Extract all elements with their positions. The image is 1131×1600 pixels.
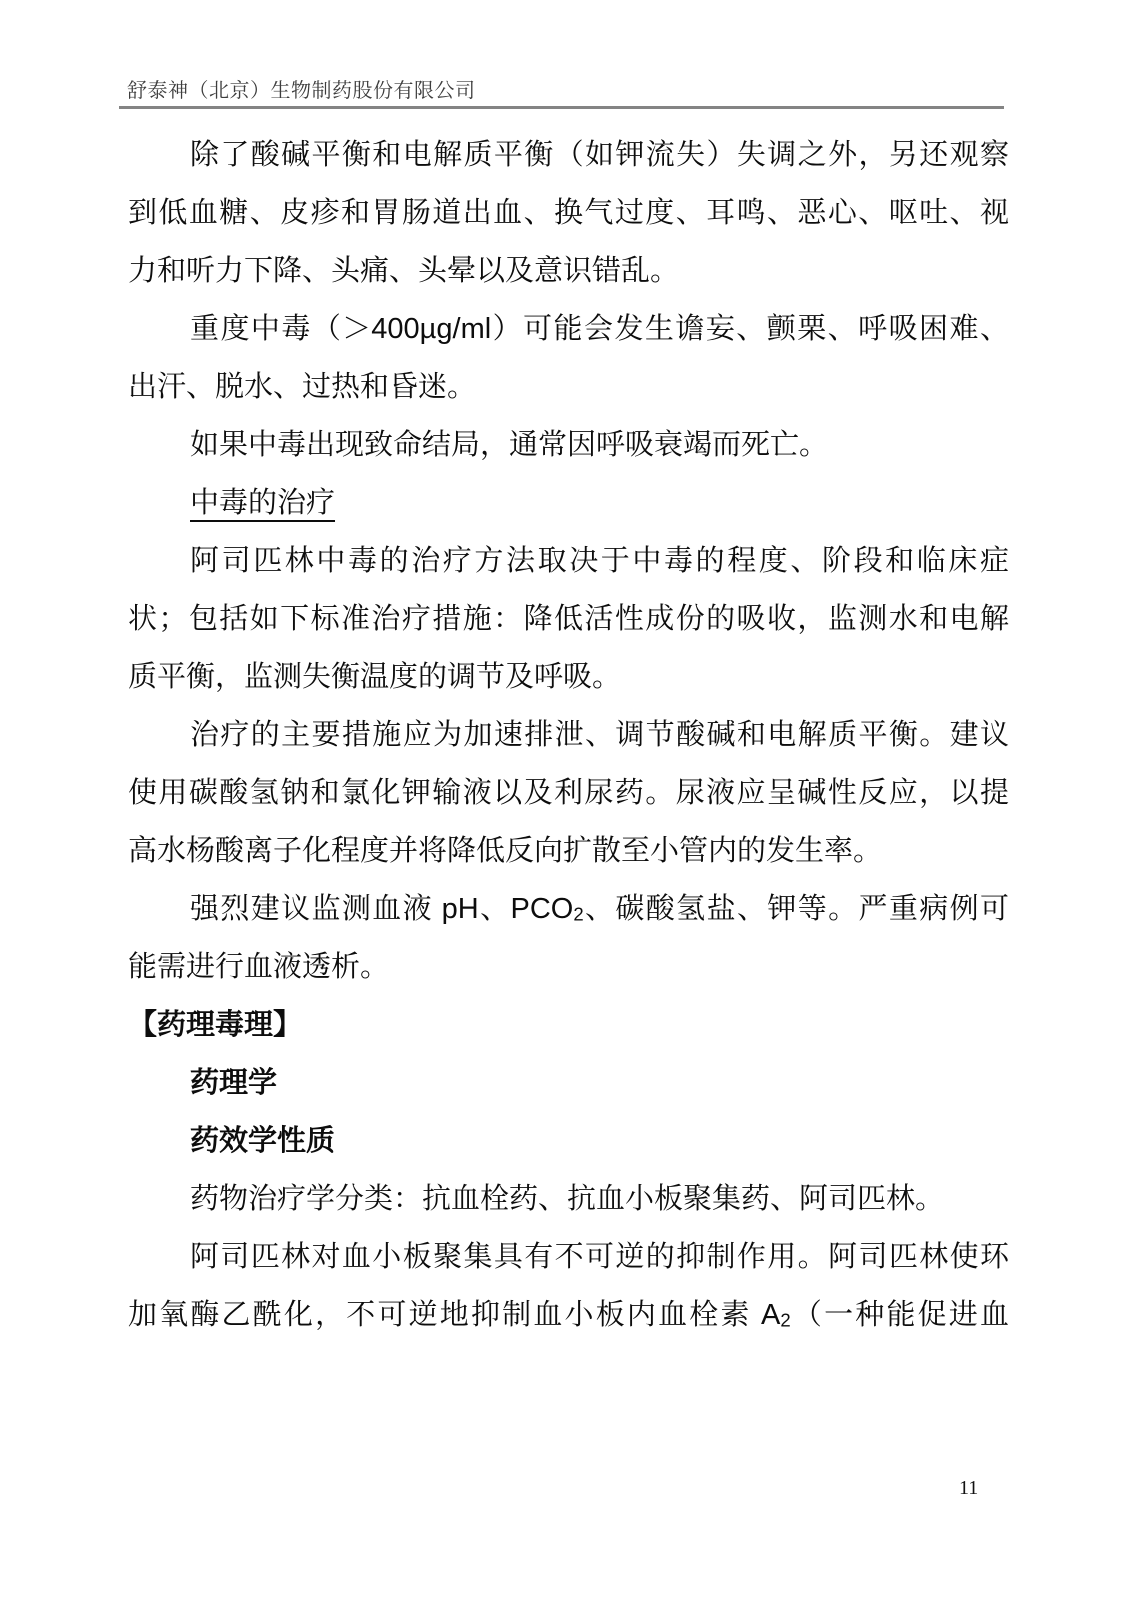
cjk-text-run: （一种能促进血 <box>790 1299 1009 1331</box>
cjk-text-run: 状；包括如下标准治疗措施：降低活性成份的吸收，监测水和电解 <box>128 603 1009 635</box>
latin-text-run: PCO <box>510 893 574 925</box>
latin-text-run: 2 <box>573 903 584 925</box>
cjk-text-run: 强烈建议监测血液 <box>190 893 442 925</box>
text-line <box>128 416 1009 474</box>
cjk-text-run: 中毒的治疗 <box>190 487 336 519</box>
cjk-text-run: 如果中毒出现致命结局，通常因呼吸衰竭而死亡。 <box>190 429 829 461</box>
text-line <box>128 358 1009 416</box>
cjk-text-run: 药效学性质 <box>190 1125 336 1157</box>
cjk-text-run: 、 <box>478 893 511 925</box>
document-body <box>128 126 1009 1344</box>
text-line <box>128 184 1009 242</box>
text-line <box>128 1054 1009 1112</box>
text-line <box>128 1228 1009 1286</box>
text-line <box>128 1112 1009 1170</box>
text-line <box>128 996 1009 1054</box>
company-header: 舒泰神（北京）生物制药股份有限公司 <box>127 80 476 102</box>
text-line <box>128 242 1009 300</box>
header-rule <box>119 106 1004 109</box>
cjk-text-run: 除了酸碱平衡和电解质平衡（如钾流失）失调之外，另还观察 <box>190 139 1009 171</box>
cjk-text-run: 质平衡，监测失衡温度的调节及呼吸。 <box>128 661 622 693</box>
cjk-text-run: 力和听力下降、头痛、头晕以及意识错乱。 <box>128 255 680 287</box>
cjk-text-run: ）可能会发生谵妄、颤栗、呼吸困难、 <box>491 313 1009 345</box>
cjk-text-run: 加氧酶乙酰化，不可逆地抑制血小板内血栓素 <box>128 1299 762 1331</box>
text-line <box>128 1170 1009 1228</box>
latin-text-run: A <box>761 1299 781 1331</box>
underlined-heading <box>190 487 335 519</box>
text-line <box>128 764 1009 822</box>
text-line <box>128 126 1009 184</box>
cjk-text-run: 阿司匹林中毒的治疗方法取决于中毒的程度、阶段和临床症 <box>190 545 1009 577</box>
cjk-text-run: 治疗的主要措施应为加速排泄、调节酸碱和电解质平衡。建议 <box>190 719 1009 751</box>
cjk-text-run: 到低血糖、皮疹和胃肠道出血、换气过度、耳鸣、恶心、呕吐、视 <box>128 197 1009 229</box>
cjk-text-run: 出汗、脱水、过热和昏迷。 <box>128 371 477 403</box>
latin-text-run: pH <box>441 893 479 925</box>
cjk-text-run: 能需进行血液透析。 <box>128 951 390 983</box>
text-line <box>128 1286 1009 1344</box>
text-line <box>128 300 1009 358</box>
cjk-text-run: 【药理毒理】 <box>128 1009 303 1041</box>
text-line <box>128 648 1009 706</box>
cjk-text-run: 药物治疗学分类：抗血栓药、抗血小板聚集药、阿司匹林。 <box>190 1183 945 1215</box>
text-line <box>128 938 1009 996</box>
text-line <box>128 532 1009 590</box>
latin-text-run: 2 <box>780 1309 791 1331</box>
text-line <box>128 474 1009 532</box>
cjk-text-run: 使用碳酸氢钠和氯化钾输液以及利尿药。尿液应呈碱性反应，以提 <box>128 777 1009 809</box>
cjk-text-run: 重度中毒（＞ <box>190 313 372 345</box>
latin-text-run: 400µg/ml <box>371 313 492 345</box>
text-line <box>128 822 1009 880</box>
cjk-text-run: 高水杨酸离子化程度并将降低反向扩散至小管内的发生率。 <box>128 835 883 867</box>
cjk-text-run: 药理学 <box>190 1067 278 1099</box>
text-line <box>128 706 1009 764</box>
text-line <box>128 880 1009 938</box>
page-number: 11 <box>959 1477 979 1499</box>
cjk-text-run: 、碳酸氢盐、钾等。严重病例可 <box>583 893 1009 925</box>
text-line <box>128 590 1009 648</box>
cjk-text-run: 阿司匹林对血小板聚集具有不可逆的抑制作用。阿司匹林使环 <box>190 1241 1009 1273</box>
